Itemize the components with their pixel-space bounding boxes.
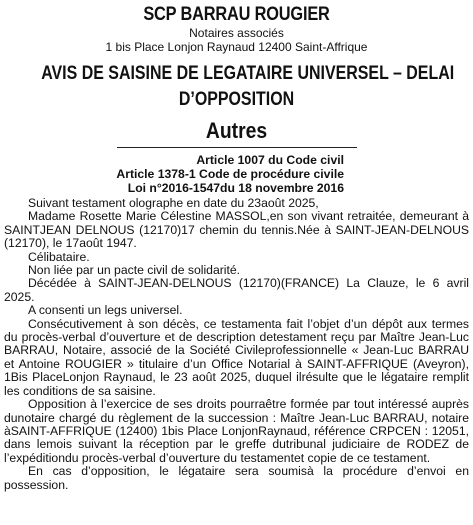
paragraph-testament: Suivant testament olographe en date du 23août 2025, <box>28 196 319 210</box>
firm-name: SCP BARRAU ROUGIER <box>143 4 330 25</box>
paragraph-legacy: A consenti un legs universel. <box>28 303 183 318</box>
notice-title-line-2: D’OPPOSITION <box>178 89 295 110</box>
article-reference-2: Article 1378-1 Code de procédure civile <box>116 167 344 181</box>
section-title: Autres <box>205 118 268 143</box>
law-reference: Loi n°2016-1547du 18 novembre 2016 <box>127 181 344 195</box>
legal-references <box>4 153 344 195</box>
paragraph-deposit: Consécutivement à son décès, ce testamenta fait l’objet d’un dépôt aux termes du procès-verbal d’ouverture et de description detestament reçu par Maître Jean-Luc BARRAU, Notaire, associé de la Société Civileprofessionnelle « Jean-Luc BARRAU et Antoine ROUGIER » titulaire d’un Office Notarial à SAINT-AFFRIQUE (Aveyron), 1Bis PlaceLonjon Raynaud, le 23 août 2025, duquel ilrésulte que le légataire remplit les conditions de sa saisine. <box>4 316 469 398</box>
firm-subtitle: Notaires associés <box>189 26 284 40</box>
section-divider <box>117 147 357 148</box>
article-reference-1: Article 1007 du Code civil <box>196 153 344 167</box>
paragraph-procedure: En cas d’opposition, le légataire sera soumisà la procédure d’envoi en possession. <box>4 464 469 492</box>
paragraph-status: Célibataire. <box>28 249 90 264</box>
notice-body <box>4 197 469 492</box>
notice-title-line-1: AVIS DE SAISINE DE LEGATAIRE UNIVERSEL – DELAI <box>41 63 455 84</box>
paragraph-opposition: Opposition à l’exercice de ses droits pourraêtre formée par tout intéressé auprès dunotaire chargé du règlement de la succession : Maître Jean-Luc BARRAU, notaire àSAINT-AFFRIQUE (12400) 1bis Place LonjonRaynaud, référence CRPCEN : 12051, dans lemois suivant la réception par le greffe dutribunal judiciaire de RODEZ de l’expéditiondu procès-verbal d’ouverture du testamentet copie de ce testament. <box>4 397 469 465</box>
paragraph-death: Décédée à SAINT-JEAN-DELNOUS (12170)(FRANCE) La Clauze, le 6 avril 2025. <box>4 276 469 304</box>
firm-address: 1 bis Place Lonjon Raynaud 12400 Saint-Affrique <box>105 40 368 54</box>
paragraph-testator: Madame Rosette Marie Célestine MASSOL,en son vivant retraitée, demeurant à SAINTJEAN DELNOUS (12170)17 chemin du tennis.Née à SAINT-JEAN-DELNOUS (12170), le 17août 1947. <box>4 209 469 251</box>
paragraph-pacs: Non liée par un pacte civil de solidarité. <box>28 263 241 278</box>
